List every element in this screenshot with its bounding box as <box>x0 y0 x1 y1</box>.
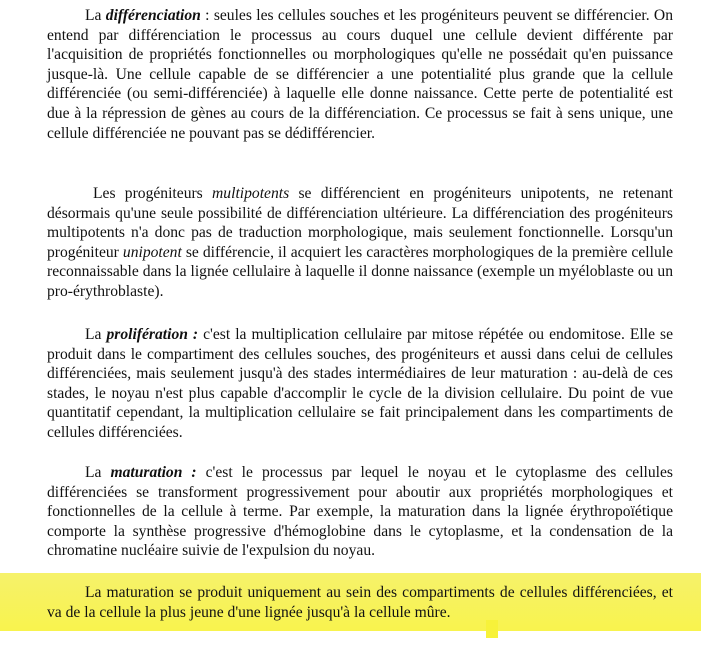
p4-text: c'est le processus par lequel le noyau et le cytoplasme des cellules différenciées se transforment progressivement pour aboutir aux propriétés morphologiques et fonctionnelles de la cellule à terme. Par exemple, la maturation dans la lignée érythropoïétique comporte la synthèse progressive d'hémoglobine dans le cytoplasme, et la condensation de la chromatine nucléaire suivie de l'expulsion du noyau. <box>47 464 673 560</box>
p2-text-b: se différencient en progéniteurs unipotents, ne retenant désormais qu'une seule possibilité de différenciation ultérieure. La différenciation des progéniteurs multipotents n'a donc pas de traduction morphologique, mais seulement fonctionnelle. Lorsqu'un progéniteur <box>47 185 673 261</box>
term-proliferation: prolifération : <box>106 326 199 343</box>
paragraph-proliferation <box>47 325 673 443</box>
p3-text: c'est la multiplication cellulaire par mitose répétée ou endomitose. Elle se produit dans le compartiment des cellules souches, des progéniteurs et aussi dans celui de cellules différenciées, mais seulement jusqu'à des stades intermédiaires de leur maturation : au-delà de ces stades, le noyau n'est plus capable d'accomplir le cycle de la division cellulaire. Du point de vue quantitatif cependant, la multiplication cellulaire se fait principalement dans les compartiments de cellules différenciées. <box>47 326 673 441</box>
p4-intro: La <box>85 464 111 481</box>
p2-text-a: Les progéniteurs <box>93 185 213 202</box>
term-unipotent: unipotent <box>122 243 182 261</box>
p2-text-c: se différencie, il acquiert les caractères morphologiques de la première cellule reconnaissable dans la lignée cellulaire à laquelle il donne naissance (exemple un myéloblaste ou un pro-érythroblaste). <box>47 243 673 300</box>
p5-text: La maturation se produit uniquement au sein des compartiments de cellules différenciées, et va de la cellule la plus jeune d'une lignée jusqu'à la cellule mûre. <box>47 584 673 621</box>
highlight-stroke-tail <box>486 620 498 638</box>
paragraph-progeniteurs <box>47 184 673 302</box>
paragraph-maturation <box>47 463 673 561</box>
term-differenciation: différenciation <box>105 7 201 24</box>
p1-text: : seules les cellules souches et les progéniteurs peuvent se différencier. On entend par différenciation le processus au cours duquel une cellule devient différente par l'acquisition de propriétés fonctionnelles ou morphologiques qu'elle ne possédait qu'en puissance jusque-là. Une cellule capable de se différencier a une potentialité plus grande que la cellule différenciée (ou semi-différenciée) à laquelle elle donne naissance. Cette perte de potentialité est due à la répression de gènes au cours de la différenciation. Ce processus se fait à sens unique, une cellule différenciée ne pouvant pas se dédifférencier. <box>47 7 673 142</box>
paragraph-differenciation <box>47 6 673 143</box>
paragraph-maturation-highlighted <box>47 583 673 622</box>
term-maturation: maturation : <box>110 464 197 481</box>
term-multipotents: multipotents <box>212 185 290 202</box>
p1-intro: La <box>85 7 106 24</box>
p3-intro: La <box>85 326 107 343</box>
